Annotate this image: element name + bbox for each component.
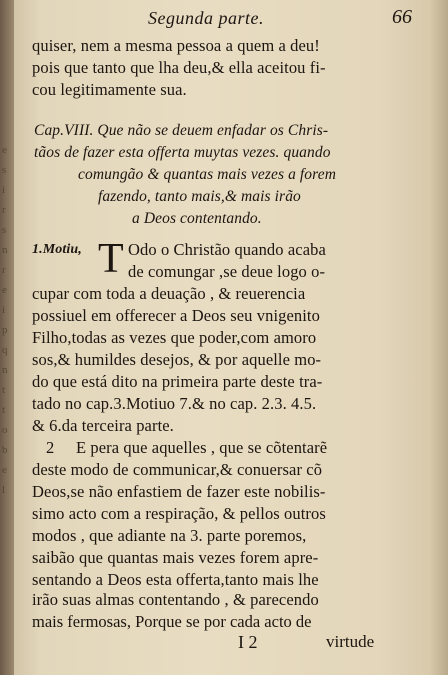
margin-letter: p xyxy=(2,324,8,336)
text-line: Odo o Christão quando acaba xyxy=(128,240,326,259)
chapter-heading-line: Cap.VIII. Que não se deuem enfadar os Chris- xyxy=(34,122,329,139)
margin-letter: e xyxy=(2,284,7,296)
text-line: Filho,todas as vezes que poder,com amoro xyxy=(32,328,317,347)
text-line: & 6.da terceira parte. xyxy=(32,416,174,435)
catchword: virtude xyxy=(326,632,375,651)
text-line: mais fermosas, Porque se por cada acto de xyxy=(32,612,312,631)
margin-letter: o xyxy=(2,424,8,436)
text-line: modos , que adiante na 3. parte poremos, xyxy=(32,526,307,545)
text-line: deste modo de communicar,& conuersar cõ xyxy=(32,460,323,479)
margin-letter: i xyxy=(2,184,6,196)
text-line: saibão que quantas mais vezes forem apre- xyxy=(32,548,319,567)
margin-letter: n xyxy=(2,244,8,256)
facing-page-margin xyxy=(2,140,12,500)
margin-letter: e xyxy=(2,144,7,156)
margin-letter: l xyxy=(2,484,6,496)
marginal-note: 1.Motiu, xyxy=(32,242,82,257)
text-line: tado no cap.3.Motiuo 7.& no cap. 2.3. 4.5. xyxy=(32,394,317,413)
text-line: Deos,se não enfastiem de fazer este nobilis- xyxy=(32,482,326,501)
margin-letter: i xyxy=(2,304,6,316)
margin-letter: q xyxy=(2,344,8,356)
margin-letter: t xyxy=(2,404,6,416)
text-line: cou legitimamente sua. xyxy=(32,80,187,99)
margin-letter: t xyxy=(2,384,6,396)
text-line: cupar com toda a deuação , & reuerencia xyxy=(32,284,306,303)
text-line: simo acto com a respiração, & pellos outros xyxy=(32,504,326,523)
margin-letter: r xyxy=(2,204,6,216)
drop-cap: T xyxy=(98,236,124,282)
chapter-heading-line: a Deos contentando. xyxy=(132,210,262,227)
chapter-heading-line: comungão & quantas mais vezes a forem xyxy=(78,166,336,183)
signature-mark: I 2 xyxy=(238,632,258,652)
text-line: E pera que aquelles , que se cõtentarẽ xyxy=(76,438,328,457)
running-head xyxy=(148,6,428,32)
text-line: irão suas almas contentando , & parecendo xyxy=(32,590,319,609)
chapter-heading-line: fazendo, tanto mais,& mais irão xyxy=(98,188,301,205)
margin-letter: b xyxy=(2,444,8,456)
text-line: pois que tanto que lha deu,& ella aceitou fi- xyxy=(32,58,326,77)
text-line: quiser, nem a mesma pessoa a quem a deu! xyxy=(32,36,320,55)
margin-letter: r xyxy=(2,264,6,276)
margin-letter: n xyxy=(2,364,8,376)
text-line: do que está dito na primeira parte deste tra- xyxy=(32,372,323,391)
text-line: possiuel em offerecer a Deos seu vnigenito xyxy=(32,306,320,325)
running-title: Segunda parte. xyxy=(148,8,264,28)
chapter-heading-line: tãos de fazer esta offerta muytas vezes. quando xyxy=(34,144,331,161)
page-number: 66 xyxy=(392,6,412,28)
margin-letter: e xyxy=(2,464,7,476)
text-line: de comungar ,se deue logo o- xyxy=(128,262,326,281)
text-line: sentando a Deos esta offerta,tanto mais lhe xyxy=(32,570,319,589)
margin-letter: s xyxy=(2,224,7,236)
text-line: sos,& humildes desejos, & por aquelle mo- xyxy=(32,350,322,369)
margin-letter: s xyxy=(2,164,7,176)
paragraph-number: 2 xyxy=(46,438,55,457)
